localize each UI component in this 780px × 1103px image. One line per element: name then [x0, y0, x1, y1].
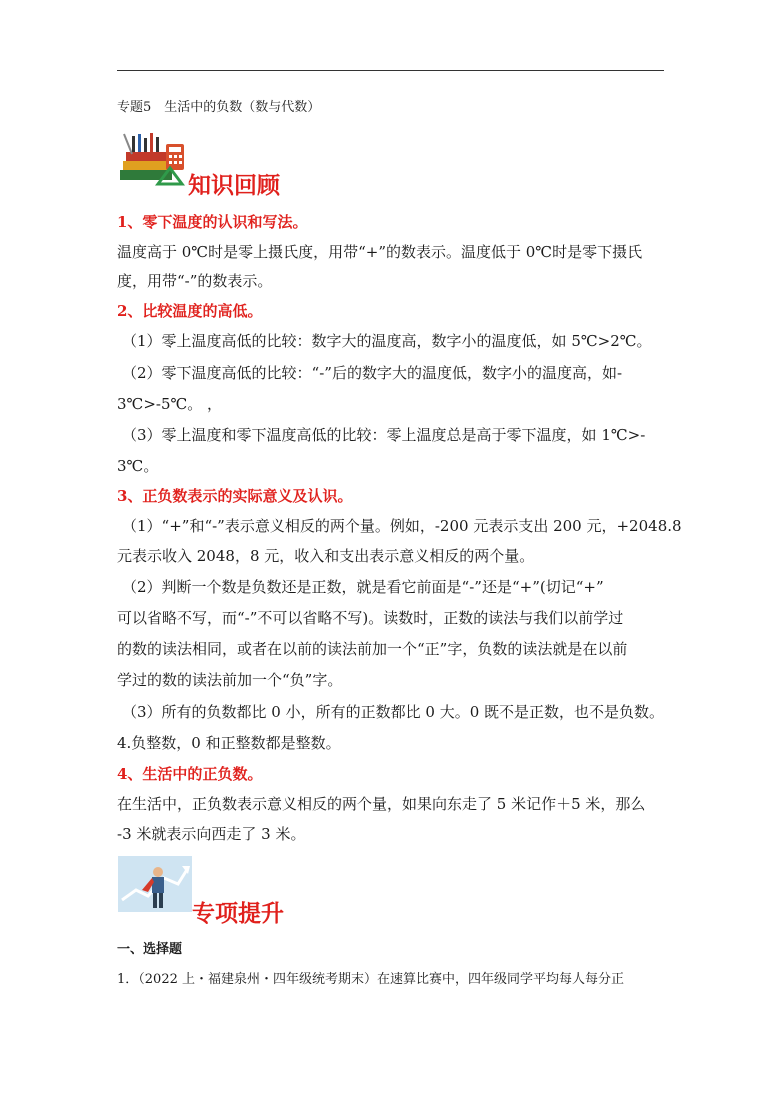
page-header: 专题5 生活中的负数（数与代数）: [117, 100, 321, 115]
text-line: 在生活中，正负数表示意义相反的两个量，如果向东走了 5 米记作＋5 米，那么: [117, 795, 646, 813]
subheading-choice: 一、选择题: [117, 942, 183, 957]
heading-4: 4、生活中的正负数。: [117, 765, 263, 783]
text-line: （1）“+”和“-”表示意义相反的两个量。例如，-200 元表示支出 200 元，+2048.8: [122, 517, 682, 535]
text-line: 3℃>-5℃。 ，: [117, 395, 223, 413]
text-line: （2）零下温度高低的比较：“-”后的数字大的温度低，数字小的温度高，如-: [122, 364, 623, 382]
text-line: （3）所有的负数都比 0 小，所有的正数都比 0 大。0 既不是正数，也不是负数。: [122, 703, 665, 721]
heading-1: 1、零下温度的认识和写法。: [117, 213, 308, 231]
question-1: 1．（2022 上・福建泉州・四年级统考期末）在速算比赛中，四年级同学平均每人每分正: [117, 972, 624, 987]
books-icon: [118, 130, 188, 186]
text-line: 4.负整数，0 和正整数都是整数。: [117, 734, 341, 752]
text-line: 温度高于 0℃时是零上摄氏度，用带“+”的数表示。温度低于 0℃时是零下摄氏: [117, 243, 643, 261]
text-line: -3 米就表示向西走了 3 米。: [117, 825, 306, 843]
text-line: 可以省略不写，而“-”不可以省略不写)。读数时，正数的读法与我们以前学过: [117, 609, 624, 627]
text-line: 3℃。: [117, 457, 159, 475]
heading-3: 3、正负数表示的实际意义及认识。: [117, 487, 353, 505]
text-line: 学过的数的读法前加一个“负”字。: [117, 671, 343, 689]
section-title-review: 知识回顾: [188, 172, 280, 199]
heading-2: 2、比较温度的高低。: [117, 302, 263, 320]
text-line: 的数的读法相同，或者在以前的读法前加一个“正”字，负数的读法就是在以前: [117, 640, 628, 658]
text-line: 元表示收入 2048，8 元，收入和支出表示意义相反的两个量。: [117, 547, 535, 565]
text-line: 度，用带“-”的数表示。: [117, 272, 273, 290]
text-line: （3）零上温度和零下温度高低的比较：零上温度总是高于零下温度，如 1℃>-: [122, 426, 646, 444]
section-title-practice: 专项提升: [192, 900, 284, 927]
text-line: （1）零上温度高低的比较：数字大的温度高，数字小的温度低，如 5℃>2℃。: [122, 332, 652, 350]
top-rule: [117, 70, 664, 71]
person-icon: [118, 856, 192, 912]
text-line: （2）判断一个数是负数还是正数，就是看它前面是“-”还是“+”(切记“+”: [122, 578, 604, 596]
